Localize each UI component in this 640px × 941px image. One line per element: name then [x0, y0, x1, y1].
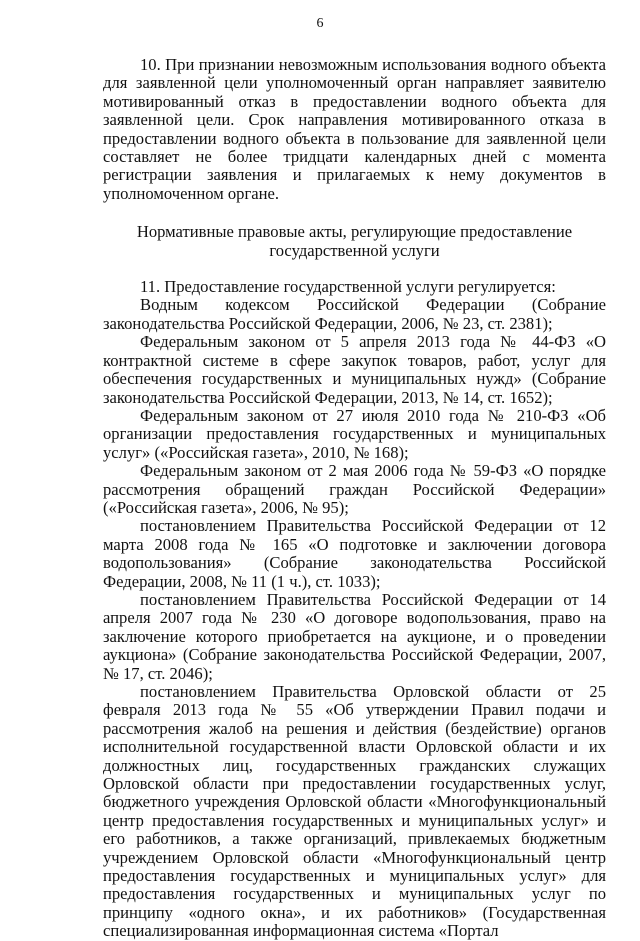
list-item-federal-law-44: Федеральным законом от 5 апреля 2013 года № 44-ФЗ «О контрактной системе в сфере закупок товаров, работ, услуг для обеспечения государственных и муниципальных нужд» (Собрание законодательства Российской Федерации, 2013, № 14, ст. 1652); — [103, 332, 606, 407]
list-item-resolution-165: постановлением Правительства Российской Федерации от 12 марта 2008 года № 165 «О подготовке и заключении договора водопользования» (Собрание законодательства Российской Федерации, 2008, № 11 (1 ч.), ст. 1033); — [103, 516, 606, 591]
list-item-resolution-230: постановлением Правительства Российской Федерации от 14 апреля 2007 года № 230 «О договоре водопользования, право на заключение которого приобретается на аукционе, и о проведении аукциона» (Собрание законодательства Российской Федерации, 2007, № 17, ст. 2046); — [103, 589, 606, 683]
list-item-federal-law-59: Федеральным законом от 2 мая 2006 года № 59-ФЗ «О порядке рассмотрения обращений граждан Российской Федерации» («Российская газета», 2006, № 95); — [103, 461, 606, 517]
list-item-resolution-55: постановлением Правительства Орловской области от 25 февраля 2013 года № 55 «Об утверждении Правил подачи и рассмотрения жалоб на решения и действия (бездействие) органов исполнительной государственной власти Орловской области и их должностных лиц, государственных гражданских служащих Орловской области при предоставлении государственных услуг, бюджетного учреждения Орловской области «Многофункциональный центр предоставления государственных и муниципальных услуг» и его работников, а также организаций, привлекаемых бюджетным учреждением Орловской области «Многофункциональный центр предоставления государственных и муниципальных услуг» для предоставления государственных и муниципальных услуг по принципу «одного окна», и их работников» (Государственная специализированная информационная система «Портал — [103, 682, 606, 941]
paragraph-10: 10. При признании невозможным использования водного объекта для заявленной цели уполномоченный орган направляет заявителю мотивированный отказ в предоставлении водного объекта для заявленной цели. Срок направления мотивированного отказа в предоставлении водного объекта в пользование для заявленной цели составляет не более тридцати календарных дней с момента регистрации заявления и прилагаемых к нему документов в уполномоченном органе. — [103, 55, 606, 203]
page-number: 6 — [316, 16, 324, 31]
spacer — [103, 203, 606, 223]
section-heading: Нормативные правовые акты, регулирующие предоставление государственной услуги — [136, 222, 573, 260]
document-body — [103, 56, 606, 941]
list-item-federal-law-210: Федеральным законом от 27 июля 2010 года № 210-ФЗ «Об организации предоставления государственных и муниципальных услуг» («Российская газета», 2010, № 168); — [103, 405, 606, 462]
paragraph-11: 11. Предоставление государственной услуги регулируется: — [140, 277, 556, 297]
spacer — [103, 260, 606, 278]
list-item-water-code: Водным кодексом Российской Федерации (Собрание законодательства Российской Федерации, 2006, № 23, ст. 2381); — [103, 295, 606, 333]
